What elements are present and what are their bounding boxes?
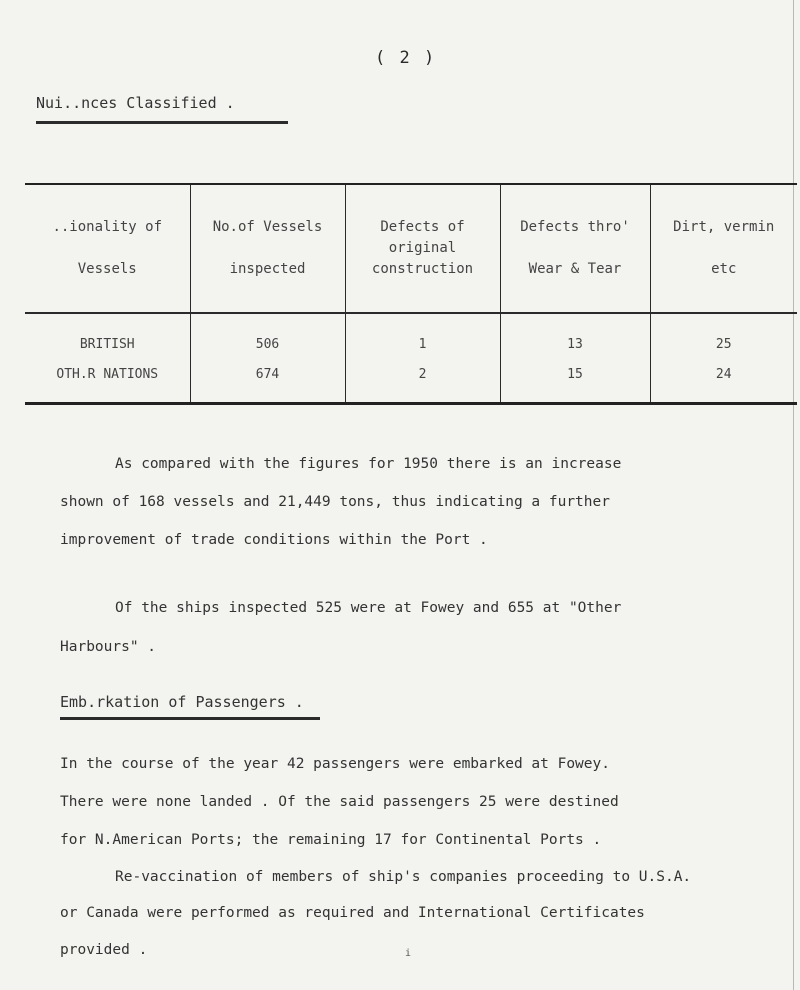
page-edge — [793, 0, 794, 990]
wear-defects-cell: 13 — [500, 313, 650, 359]
line-embarkation-2: There were none landed . Of the said passengers 25 were destined — [60, 794, 619, 810]
line-comparison-2: shown of 168 vessels and 21,449 tons, thus indicating a further — [60, 494, 610, 510]
line-revaccination-1: Re-vaccination of members of ship's companies proceeding to U.S.A. — [115, 869, 692, 885]
line-revaccination-2: or Canada were performed as required and International Certificates — [60, 905, 645, 921]
header-vessels-inspected — [190, 184, 345, 313]
header-line: etc — [711, 261, 737, 277]
header-nationality — [25, 184, 190, 313]
original-defects-cell: 2 — [345, 359, 500, 404]
vessels-cell: 506 — [190, 313, 345, 359]
header-line: No.of Vessels — [212, 219, 323, 235]
line-embarkation-3: for N.American Ports; the remaining 17 for Continental Ports . — [60, 832, 602, 848]
original-defects-cell: 1 — [345, 313, 500, 359]
table-row — [25, 359, 797, 404]
line-comparison-1: As compared with the figures for 1950 there is an increase — [115, 456, 622, 472]
header-original-defects — [345, 184, 500, 313]
nationality-cell: BRITISH — [79, 336, 135, 352]
header-dirt-vermin — [650, 184, 797, 313]
dirt-cell: 25 — [650, 313, 797, 359]
table-row — [25, 313, 797, 359]
line-comparison-3: improvement of trade conditions within the Port . — [60, 532, 488, 548]
header-line: Defects of — [380, 219, 465, 235]
header-wear-defects — [500, 184, 650, 313]
header-line: Wear & Tear — [528, 261, 622, 277]
footnote-mark: i — [405, 948, 412, 959]
embarkation-heading: Emb.rkation of Passengers . — [60, 693, 304, 711]
table-header-row — [25, 184, 797, 313]
header-line: Vessels — [77, 261, 137, 277]
line-embarkation-1: In the course of the year 42 passengers were embarked at Fowey. — [60, 756, 610, 772]
line-revaccination-3: provided . — [60, 942, 148, 958]
dirt-cell: 24 — [650, 359, 797, 404]
classified-heading: Nui..nces Classified . — [36, 94, 235, 112]
heading-underline — [60, 717, 320, 720]
wear-defects-cell: 15 — [500, 359, 650, 404]
header-line: Defects thro' — [520, 219, 630, 235]
inspection-table — [25, 183, 797, 405]
page-number: ( 2 ) — [375, 48, 437, 68]
line-ships-1: Of the ships inspected 525 were at Fowey and 655 at "Other — [115, 600, 622, 616]
line-ships-2: Harbours" . — [60, 639, 157, 655]
header-line: original — [388, 240, 457, 256]
nationality-cell: OTH.R NATIONS — [56, 366, 159, 382]
heading-underline — [36, 121, 288, 124]
header-line: inspected — [229, 261, 306, 277]
header-line: ..ionality of — [52, 219, 163, 235]
header-line: construction — [371, 261, 474, 277]
header-line: Dirt, vermin — [673, 219, 775, 235]
vessels-cell: 674 — [190, 359, 345, 404]
